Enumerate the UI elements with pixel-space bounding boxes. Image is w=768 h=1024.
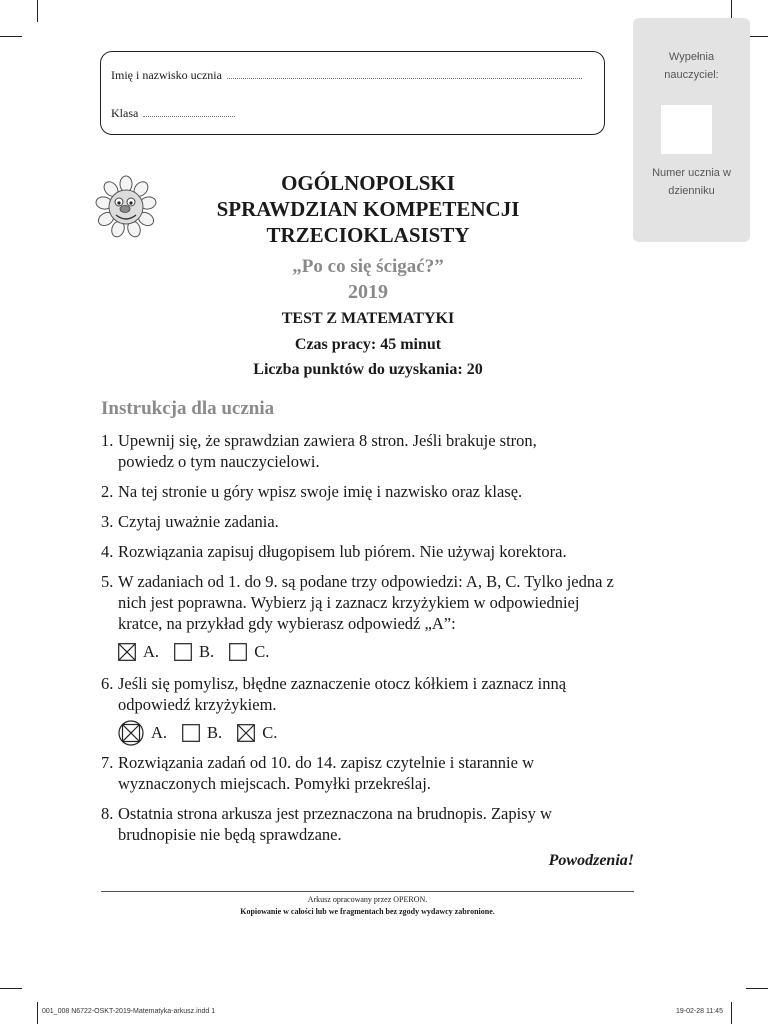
instruction-item: 6. Jeśli się pomylisz, błędne zaznaczenie otocz kółkiem i zaznacz inną odpowiedź krzyżykiem. — [101, 674, 567, 714]
answer-example-2 — [118, 720, 292, 746]
print-slug-file: 001_008 N6722-OSKT-2019-Matematyka-arkusz.indd 1 — [42, 1008, 216, 1015]
exam-year: 2019 — [348, 281, 388, 303]
crop-mark — [37, 1002, 38, 1024]
instructions-heading: Instrukcja dla ucznia — [101, 398, 275, 419]
example-option-a: A. — [118, 720, 167, 746]
crossed-checkbox-icon — [118, 643, 136, 661]
mascot-logo — [94, 175, 158, 239]
test-name: TEST Z MATEMATYKI — [281, 310, 455, 327]
footer-divider — [101, 891, 634, 892]
teacher-fill-label: Wypełnia nauczyciel: — [664, 51, 719, 81]
answer-example-1 — [118, 642, 284, 662]
title-line-1: OGÓLNOPOLSKI — [281, 171, 455, 195]
instruction-item: 4. Rozwiązania zapisuj długopisem lub piórem. Nie używaj korektora. — [101, 542, 567, 561]
crop-mark — [0, 36, 22, 37]
exam-motto: „Po co się ścigać?” — [292, 256, 444, 277]
teacher-box — [633, 18, 750, 242]
class-label: Klasa — [111, 106, 139, 120]
instruction-item: 8. Ostatnia strona arkusza jest przeznaczona na brudnopis. Zapisy w brudnopisie nie będą sprawdzane. — [101, 804, 552, 844]
example-option-c: C. — [229, 642, 269, 662]
instruction-item: 3. Czytaj uważnie zadania. — [101, 512, 279, 531]
test-time: Czas pracy: 45 minut — [294, 336, 442, 353]
example-option-b: B. — [174, 642, 214, 662]
empty-checkbox-icon — [229, 643, 247, 661]
class-dotted-line — [143, 106, 235, 117]
footer-prepared-by: Arkusz opracowany przez OPERON. — [307, 895, 428, 904]
example-option-a: A. — [118, 642, 159, 662]
example-option-c: C. — [237, 723, 277, 743]
name-dotted-line — [227, 68, 582, 79]
empty-checkbox-icon — [182, 724, 200, 742]
example-option-b: B. — [182, 723, 222, 743]
instruction-item: 5. W zadaniach od 1. do 9. są podane trzy odpowiedzi: A, B, C. Tylko jedna z nich jest poprawna. Wybierz ją i zaznacz krzyżykiem w odpowiedniej kratce, na przykład gdy wybierasz odpowiedź „A”: — [101, 572, 614, 633]
crossed-checkbox-icon — [237, 724, 255, 742]
crop-mark — [37, 0, 38, 22]
footer-copyright: Kopiowanie w całości lub we fragmentach bez zgody wydawcy zabronione. — [240, 907, 495, 916]
instruction-item: 1. Upewnij się, że sprawdzian zawiera 8 stron. Jeśli brakuje stron, powiedz o tym nauczycielowi. — [101, 431, 537, 471]
empty-checkbox-icon — [174, 643, 192, 661]
exam-title — [168, 170, 568, 248]
print-slug-date: 19-02-28 11:45 — [676, 1008, 723, 1015]
crop-mark — [746, 988, 768, 989]
instruction-item: 7. Rozwiązania zadań od 10. do 14. zapisz czytelnie i starannie w wyznaczonych miejscach. Pomyłki przekreślaj. — [101, 753, 535, 793]
student-number-field[interactable] — [661, 105, 712, 154]
good-luck-text: Powodzenia! — [548, 852, 634, 869]
name-field[interactable] — [111, 68, 582, 83]
crop-mark — [0, 988, 22, 989]
student-info-box — [100, 51, 605, 135]
title-line-2: SPRAWDZIAN KOMPETENCJI — [216, 197, 520, 221]
crop-mark — [731, 1002, 732, 1024]
circled-crossed-checkbox-icon — [118, 720, 144, 746]
name-label: Imię i nazwisko ucznia — [111, 68, 222, 82]
instruction-item: 2. Na tej stronie u góry wpisz swoje imię i nazwisko oraz klasę. — [101, 482, 523, 501]
class-field[interactable] — [111, 106, 235, 121]
title-line-3: TRZECIOKLASISTY — [266, 223, 470, 247]
test-points: Liczba punktów do uzyskania: 20 — [253, 361, 483, 378]
student-number-label: Numer ucznia w dzienniku — [652, 167, 731, 197]
